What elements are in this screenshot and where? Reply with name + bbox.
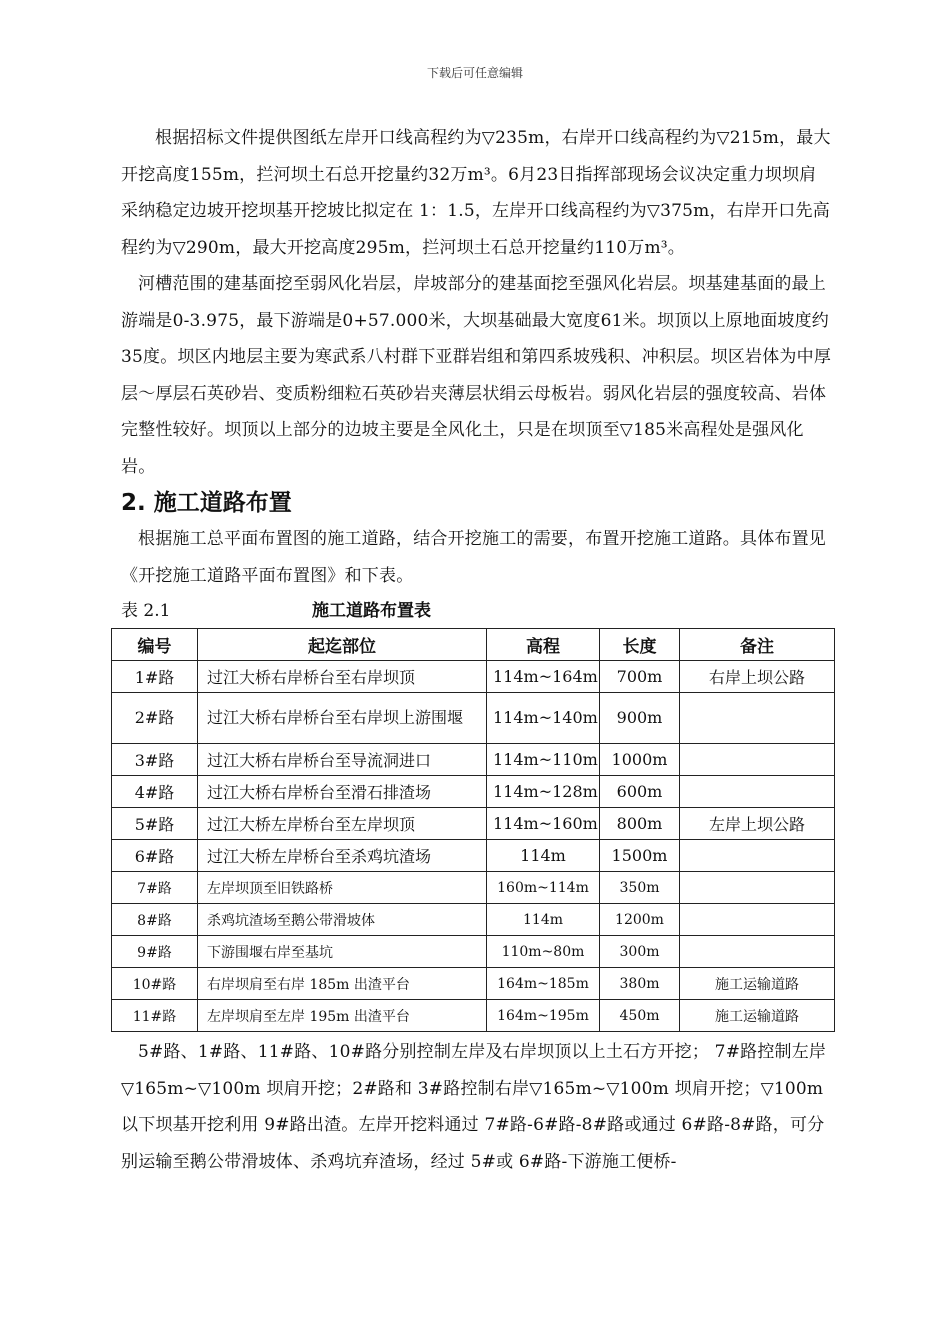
paragraph-road-layout-intro: 根据施工总平面布置图的施工道路，结合开挖施工的需要，布置开挖施工道路。具体布置见《开挖施工道路平面布置图》和下表。 xyxy=(121,529,826,586)
table-row xyxy=(112,936,835,968)
road-number: 4#路 xyxy=(112,776,198,808)
road-remarks xyxy=(680,872,835,904)
document-body xyxy=(121,120,833,1180)
road-elevation: 114m xyxy=(487,904,600,936)
road-elevation: 160m~114m xyxy=(487,872,600,904)
section-title-road-layout: 2. 施工道路布置 xyxy=(121,490,292,516)
road-length: 1500m xyxy=(600,840,680,872)
road-route: 过江大桥右岸桥台至导流洞进口 xyxy=(198,744,487,776)
table-header-row xyxy=(112,629,835,661)
column-header-remarks: 备注 xyxy=(680,629,835,661)
table-row xyxy=(112,661,835,693)
road-remarks: 左岸上坝公路 xyxy=(680,808,835,840)
road-route: 过江大桥右岸桥台至右岸坝顶 xyxy=(198,661,487,693)
column-header-length: 长度 xyxy=(600,629,680,661)
road-number: 5#路 xyxy=(112,808,198,840)
road-route: 过江大桥左岸桥台至杀鸡坑渣场 xyxy=(198,840,487,872)
road-length: 1000m xyxy=(600,744,680,776)
table-caption-title: 施工道路布置表 xyxy=(312,601,431,621)
road-length: 700m xyxy=(600,661,680,693)
table-row xyxy=(112,693,835,744)
road-length: 380m xyxy=(600,968,680,1000)
road-remarks: 施工运输道路 xyxy=(680,1000,835,1032)
road-elevation: 110m~80m xyxy=(487,936,600,968)
page-header: 下载后可任意编辑 xyxy=(426,66,523,80)
table-row xyxy=(112,776,835,808)
road-length: 600m xyxy=(600,776,680,808)
paragraph-road-control: 5#路、1#路、11#路、10#路分别控制左岸及右岸坝顶以上土石方开挖； 7#路控制左岸▽165m~▽100m 坝肩开挖；2#路和 3#路控制右岸▽165m~▽100m 坝肩开挖；▽100m 以下坝基开挖利用 9#路出渣。左岸开挖料通过 7#路-6#路-8#路或通过 6#路-8#路，可分别运输至鹅公带滑坡体、杀鸡坑弃渣场，经过 5#或 6#路-下游施工便桥- xyxy=(121,1042,827,1172)
table-row xyxy=(112,808,835,840)
road-length: 300m xyxy=(600,936,680,968)
column-header-route: 起迄部位 xyxy=(198,629,487,661)
road-number: 3#路 xyxy=(112,744,198,776)
road-number: 11#路 xyxy=(112,1000,198,1032)
road-elevation: 114m~160m xyxy=(487,808,600,840)
road-number: 6#路 xyxy=(112,840,198,872)
paragraph-foundation-geology: 河槽范围的建基面挖至弱风化岩层，岸坡部分的建基面挖至强风化岩层。坝基建基面的最上游端是0-3.975，最下游端是0+57.000米，大坝基础最大宽度61米。坝顶以上原地面坡度约35度。坝区内地层主要为寒武系八村群下亚群岩组和第四系坡残积、冲积层。坝区岩体为中厚层～厚层石英砂岩、变质粉细粒石英砂岩夹薄层状绢云母板岩。弱风化岩层的强度较高、岩体完整性较好。坝顶以上部分的边坡主要是全风化土，只是在坝顶至▽185米高程处是强风化岩。 xyxy=(121,274,832,477)
road-elevation: 114m~110m xyxy=(487,744,600,776)
road-number: 9#路 xyxy=(112,936,198,968)
road-number: 10#路 xyxy=(112,968,198,1000)
road-route: 下游围堰右岸至基坑 xyxy=(198,936,487,968)
road-route: 过江大桥右岸桥台至右岸坝上游围堰 xyxy=(198,693,487,744)
road-elevation: 114m~128m xyxy=(487,776,600,808)
road-remarks xyxy=(680,744,835,776)
road-remarks xyxy=(680,776,835,808)
paragraph-excavation-elevation: 根据招标文件提供图纸左岸开口线高程约为▽235m，右岸开口线高程约为▽215m，最大开挖高度155m，拦河坝土石总开挖量约32万m³。6月23日指挥部现场会议决定重力坝坝肩采纳稳定边坡开挖坝基开挖坡比拟定在 1：1.5，左岸开口线高程约为▽375m，右岸开口先高程约为▽290m，最大开挖高度295m，拦河坝土石总开挖量约110万m³。 xyxy=(121,128,831,258)
table-caption-label: 表 2.1 xyxy=(121,601,171,621)
road-length: 350m xyxy=(600,872,680,904)
road-number: 8#路 xyxy=(112,904,198,936)
road-length: 900m xyxy=(600,693,680,744)
road-route: 左岸坝肩至左岸 195m 出渣平台 xyxy=(198,1000,487,1032)
road-elevation: 114m~164m xyxy=(487,661,600,693)
road-route: 杀鸡坑渣场至鹅公带滑坡体 xyxy=(198,904,487,936)
road-route: 左岸坝顶至旧铁路桥 xyxy=(198,872,487,904)
column-header-number: 编号 xyxy=(112,629,198,661)
road-remarks xyxy=(680,693,835,744)
table-row xyxy=(112,904,835,936)
road-remarks xyxy=(680,840,835,872)
road-number: 7#路 xyxy=(112,872,198,904)
table-row xyxy=(112,968,835,1000)
road-remarks xyxy=(680,936,835,968)
road-number: 2#路 xyxy=(112,693,198,744)
road-route: 右岸坝肩至右岸 185m 出渣平台 xyxy=(198,968,487,1000)
road-elevation: 164m~185m xyxy=(487,968,600,1000)
table-row xyxy=(112,840,835,872)
road-number: 1#路 xyxy=(112,661,198,693)
table-caption xyxy=(121,594,833,628)
road-remarks xyxy=(680,904,835,936)
road-elevation: 114m~140m xyxy=(487,693,600,744)
column-header-elevation: 高程 xyxy=(487,629,600,661)
road-elevation: 164m~195m xyxy=(487,1000,600,1032)
road-length: 450m xyxy=(600,1000,680,1032)
road-length: 1200m xyxy=(600,904,680,936)
road-remarks: 施工运输道路 xyxy=(680,968,835,1000)
road-length: 800m xyxy=(600,808,680,840)
table-row xyxy=(112,872,835,904)
road-remarks: 右岸上坝公路 xyxy=(680,661,835,693)
table-row xyxy=(112,1000,835,1032)
road-elevation: 114m xyxy=(487,840,600,872)
road-route: 过江大桥右岸桥台至滑石排渣场 xyxy=(198,776,487,808)
table-row xyxy=(112,744,835,776)
road-route: 过江大桥左岸桥台至左岸坝顶 xyxy=(198,808,487,840)
construction-road-table xyxy=(111,628,835,1032)
